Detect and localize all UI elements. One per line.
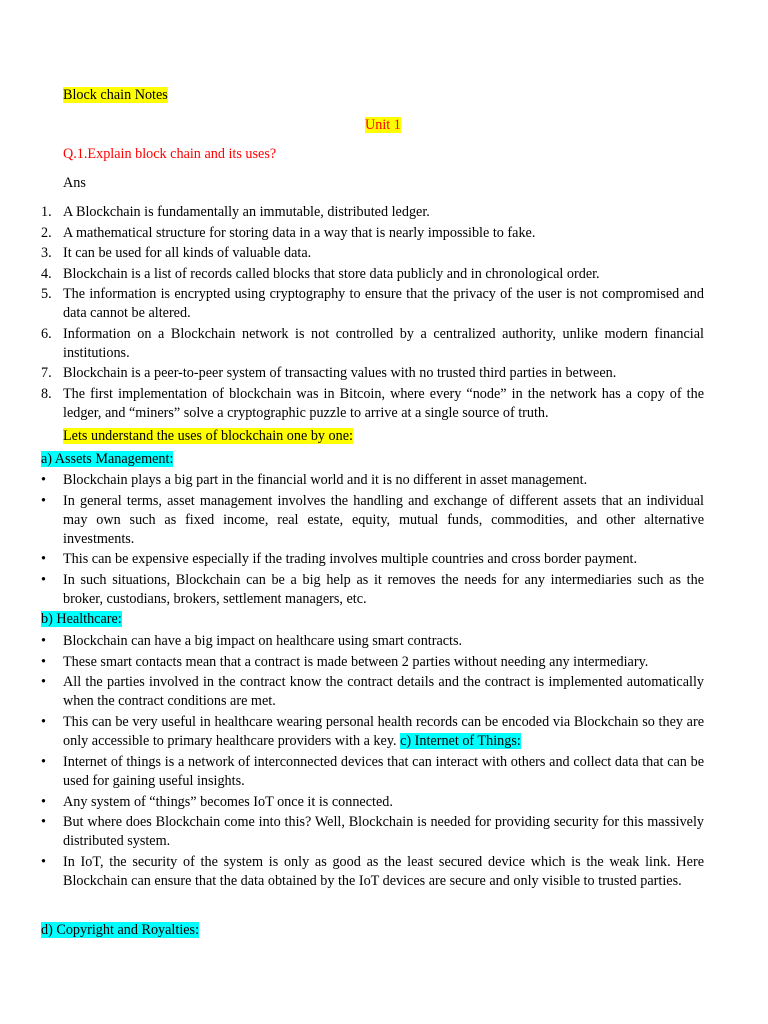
- doc-title: [63, 86, 168, 105]
- item-text: In general terms, asset management involves the handling and exchange of different assets that an individual may own such as fixed income, real estate, equity, mutual funds, commodities, and other alternative investments.: [63, 492, 704, 547]
- item-text: All the parties involved in the contract know the contract details and the contract is implemented automatically when the contract conditions are met.: [63, 674, 704, 709]
- list-item: [0, 265, 704, 284]
- item-text: But where does Blockchain come into this? Well, Blockchain is needed for providing security for this massively distributed system.: [63, 814, 704, 849]
- list-item: [0, 673, 704, 711]
- assets-list: [0, 471, 768, 610]
- unit-heading: [365, 116, 401, 135]
- bullet-icon: •: [41, 571, 46, 588]
- list-item: [0, 713, 704, 751]
- section-heading-assets: [41, 450, 173, 469]
- bullet-icon: •: [41, 472, 46, 488]
- item-number: 2.: [41, 224, 52, 241]
- item-text: The first implementation of blockchain was in Bitcoin, where every “node” in the network has a copy of the ledger, and “miners” solve a cryptographic puzzle to arrive at a single source of truth.: [63, 385, 704, 421]
- bullet-icon: •: [41, 674, 46, 690]
- list-item: [0, 224, 704, 243]
- section-heading-text: a) Assets Management:: [41, 451, 174, 467]
- item-text: Blockchain is a peer-to-peer system of transacting values with no trusted third parties in between.: [63, 365, 617, 381]
- list-item: [0, 285, 704, 323]
- list-item: [0, 325, 704, 363]
- item-text: The information is encrypted using cryptography to ensure that the privacy of the user is not compromised and data cannot be altered.: [63, 286, 704, 321]
- bullet-icon: •: [41, 793, 46, 810]
- section-heading-copyright: [41, 921, 199, 940]
- healthcare-list: [0, 632, 768, 752]
- list-item: [0, 471, 704, 490]
- item-text: This can be very useful in healthcare wearing personal health records can be encoded via Blockchain so they are only accessible to primary healthcare providers with a key.: [63, 713, 704, 749]
- item-number: 1.: [41, 204, 52, 220]
- item-text: Internet of things is a network of interconnected devices that can interact with others and collect data that can be used for gaining useful insights.: [63, 754, 704, 789]
- item-text: A Blockchain is fundamentally an immutable, distributed ledger.: [63, 204, 430, 220]
- list-item: [0, 492, 704, 549]
- list-item: [0, 385, 704, 423]
- section-heading-iot: c) Internet of Things:: [400, 732, 521, 749]
- uses-intro-text: Lets understand the uses of blockchain one by one:: [63, 428, 353, 444]
- item-text: In IoT, the security of the system is only as good as the least secured device which is the weak link. Here Blockchain can ensure that the data obtained by the IoT devices are secure and only visible to trusted parties.: [63, 853, 704, 889]
- item-text: Information on a Blockchain network is not controlled by a centralized authority, unlike modern financial institutions.: [63, 325, 704, 361]
- item-number: 3.: [41, 245, 52, 261]
- bullet-icon: •: [41, 713, 46, 730]
- answer-label: Ans: [63, 175, 86, 191]
- doc-title-text: Block chain Notes: [63, 87, 168, 103]
- unit-heading-text: Unit 1: [365, 117, 401, 133]
- list-item: [0, 550, 704, 569]
- item-number: 5.: [41, 286, 52, 302]
- list-item: [0, 632, 704, 651]
- question-text: Q.1.Explain block chain and its uses?: [63, 146, 277, 162]
- section-heading-text: b) Healthcare:: [41, 611, 122, 627]
- item-text: These smart contacts mean that a contract is made between 2 parties without needing any intermediary.: [63, 653, 649, 670]
- item-text: Blockchain can have a big impact on healthcare using smart contracts.: [63, 633, 463, 649]
- item-text: Any system of “things” becomes IoT once it is connected.: [63, 793, 393, 810]
- list-item: [0, 203, 704, 222]
- bullet-icon: •: [41, 633, 46, 649]
- list-item: [0, 793, 704, 812]
- list-item: [0, 813, 704, 851]
- bullet-icon: •: [41, 814, 46, 830]
- item-text: Blockchain plays a big part in the financial world and it is no different in asset management.: [63, 472, 588, 488]
- item-text: In such situations, Blockchain can be a big help as it removes the needs for any intermediaries such as the broker, custodians, brokers, settlement managers, etc.: [63, 571, 704, 607]
- list-item: [0, 244, 704, 263]
- item-text: A mathematical structure for storing data in a way that is nearly impossible to fake.: [63, 224, 536, 241]
- bullet-icon: •: [41, 754, 46, 770]
- item-number: 6.: [41, 325, 52, 342]
- bullet-icon: •: [41, 653, 46, 670]
- item-number: 8.: [41, 385, 52, 402]
- list-item: [0, 653, 704, 672]
- item-text: Blockchain is a list of records called blocks that store data publicly and in chronological order.: [63, 265, 600, 282]
- list-item: [0, 853, 704, 891]
- section-heading-text: d) Copyright and Royalties:: [41, 922, 200, 938]
- uses-intro: [63, 427, 353, 446]
- item-number: 7.: [41, 365, 52, 381]
- bullet-icon: •: [41, 551, 46, 567]
- definition-list: [0, 203, 768, 424]
- section-heading-healthcare: [41, 610, 122, 629]
- item-text: It can be used for all kinds of valuable data.: [63, 245, 312, 261]
- list-item: [0, 364, 704, 383]
- list-item: [0, 753, 704, 791]
- bullet-icon: •: [41, 853, 46, 870]
- iot-list: [0, 753, 768, 892]
- item-text: This can be expensive especially if the trading involves multiple countries and cross border payment.: [63, 551, 638, 567]
- bullet-icon: •: [41, 492, 46, 509]
- list-item: [0, 571, 704, 609]
- item-number: 4.: [41, 265, 52, 282]
